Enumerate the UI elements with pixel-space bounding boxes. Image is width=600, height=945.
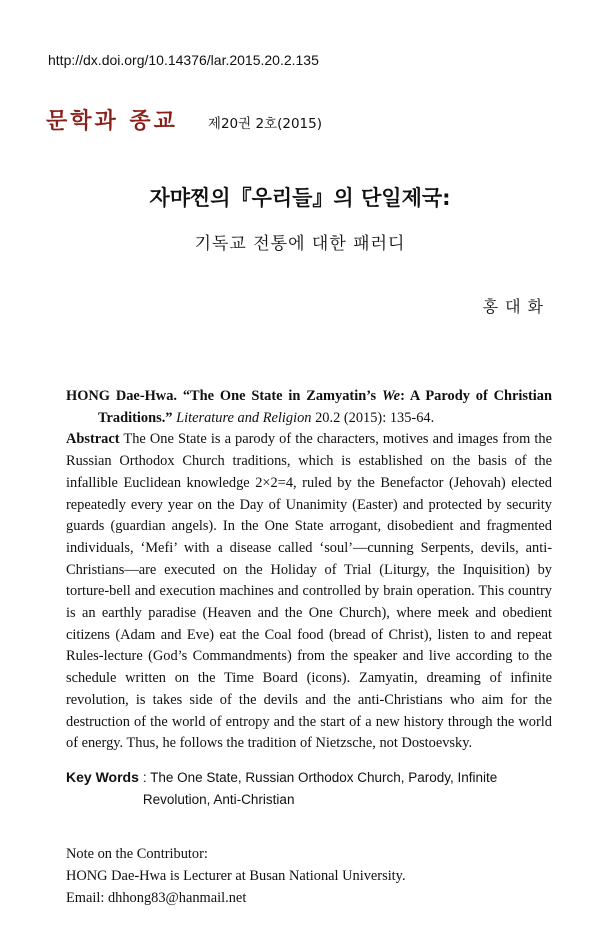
citation-details: 20.2 (2015): 135-64. xyxy=(311,409,435,426)
doi-link[interactable]: http://dx.doi.org/10.14376/lar.2015.20.2.135 xyxy=(48,52,319,68)
citation xyxy=(66,386,552,429)
keywords-label: Key Words xyxy=(66,768,139,785)
keywords-value: : The One State, Russian Orthodox Church, Parody, Infinite Revolution, Anti-Christian xyxy=(142,769,498,807)
abstract-text: The One State is a parody of the characters, motives and images from the Russian Orthodox Church traditions, which is established on the basis of the infallible Euclidean knowledge 2×2=4, ruled by the Benefactor (Jehovah) elected repeatedly every year on the Day of Unanimity (Easter) and protected by security guards (guardian angels). In the One State arrogant, disobedient and fragmented individuals, ‘Mefi’ with a disease called ‘soul’—cunning Serpents, devils, anti-Christians—are executed on the Holiday of Trial (Liturgy, the Inquisition) by torture-bell and execution machines and controlled by brain operation. This country is an earthly paradise (Heaven and the One Church), where meek and obedient citizens (Adam and Eve) eat the Coal food (bread of Christ), listen to and repeat Rules-lecture (God’s Commandments) from the speaker and live according to the schedule written on the Time Board (icons). Zamyatin, dreaming of infinite revolution, is takes side of the devils and the anti-Christians who aim for the destruction of the world of entropy and the start of a new history through the world of energy. Thus, he follows the tradition of Nietzsche, not Dostoevsky. xyxy=(66,431,553,752)
journal-issue: 제20권 2호(2015) xyxy=(207,116,322,132)
contributor-heading: Note on the Contributor: xyxy=(66,846,208,863)
article-title: 자먀찐의『우리들』의 단일제국: xyxy=(149,186,451,210)
abstract-label: Abstract xyxy=(66,431,120,448)
contributor-note xyxy=(66,844,552,909)
article-subtitle: 기독교 전통에 대한 패러디 xyxy=(194,234,406,254)
journal-logo: 문학과 종교 xyxy=(46,109,178,134)
citation-journal: Literature and Religion xyxy=(176,409,312,426)
abstract-paragraph xyxy=(66,429,552,755)
citation-lead: HONG Dae-Hwa. “The One State in Zamyatin’s xyxy=(66,388,382,404)
abstract-section xyxy=(66,386,552,909)
citation-title-rest: : A Parody of Christian Traditions.” xyxy=(98,388,552,426)
citation-work-title: We xyxy=(381,388,401,404)
contributor-email[interactable]: Email: dhhong83@hanmail.net xyxy=(66,889,247,906)
author-name: 홍대화 xyxy=(482,297,550,316)
journal-header xyxy=(46,104,322,135)
keywords xyxy=(66,767,552,810)
contributor-bio: HONG Dae-Hwa is Lecturer at Busan National University. xyxy=(66,868,406,885)
